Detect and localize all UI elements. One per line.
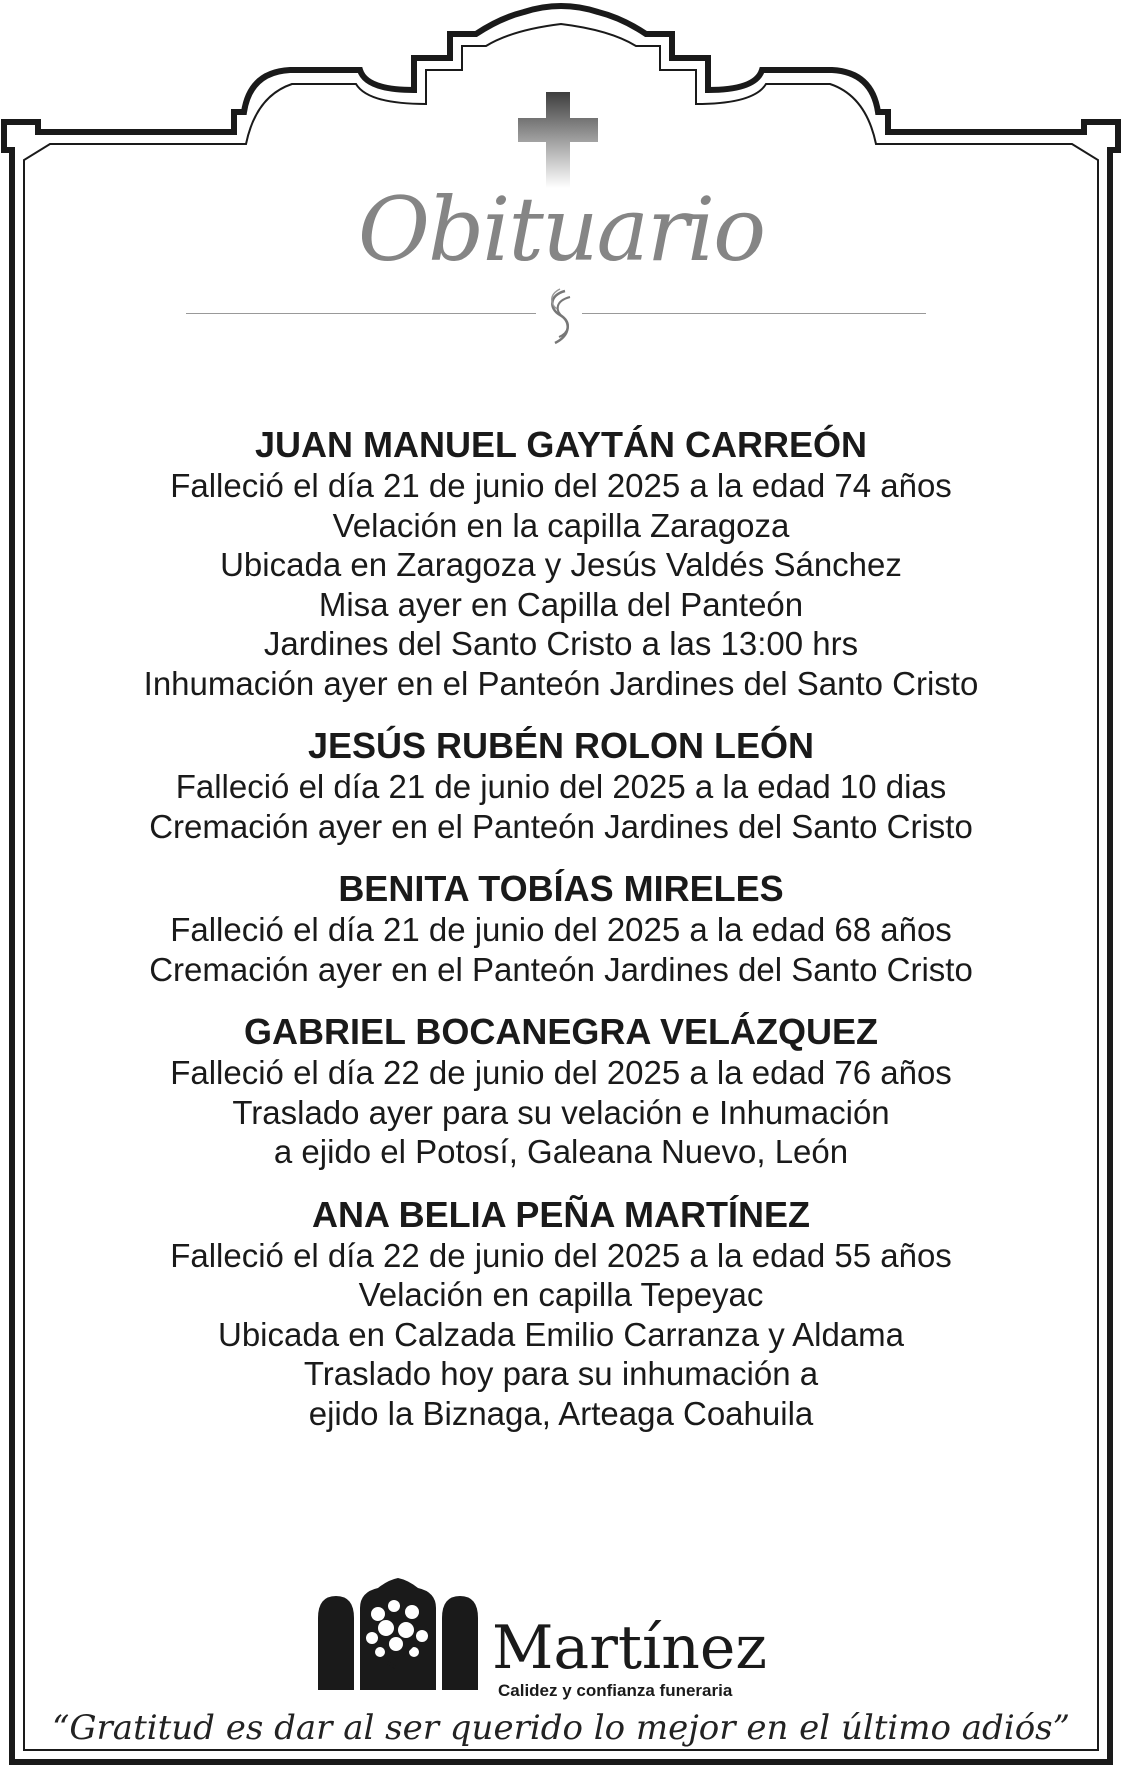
chapel-tree-logo-icon [316,1578,480,1690]
obituary-entry [40,1194,1082,1434]
section-ornament-icon [543,287,577,347]
obituary-detail-line: Velación en la capilla Zaragoza [332,506,790,544]
obituary-detail-line: Cremación ayer en el Panteón Jardines del Santo Cristo [149,950,973,988]
obituary-detail-line: a ejido el Potosí, Galeana Nuevo, León [273,1133,849,1170]
page-title: Obituario [357,178,765,281]
footer-quote: “Gratitud es dar al ser querido lo mejor en el último adiós” [52,1708,1070,1748]
obituary-list [40,424,1082,1455]
deceased-name: BENITA TOBÍAS MIRELES [338,868,784,909]
obituary-detail-line: Traslado ayer para su velación e Inhumación [232,1093,890,1131]
obituary-detail-line: Ubicada en Zaragoza y Jesús Valdés Sánchez [220,546,902,583]
divider-line-right [582,313,926,314]
obituary-detail-line: Falleció el día 22 de junio del 2025 a la edad 76 años [170,1054,952,1091]
obituary-detail-line: Falleció el día 21 de junio del 2025 a la edad 74 años [170,467,952,504]
obituary-detail-line: Inhumación ayer en el Panteón Jardines del Santo Cristo [143,664,979,702]
obituary-detail-line: Cremación ayer en el Panteón Jardines del Santo Cristo [149,807,973,845]
obituary-detail-line: Falleció el día 21 de junio del 2025 a la edad 10 dias [175,768,947,805]
obituary-detail-line: Traslado hoy para su inhumación a [303,1355,819,1392]
deceased-name: JUAN MANUEL GAYTÁN CARREÓN [254,424,868,465]
obituary-detail-line: Velación en capilla Tepeyac [358,1276,764,1313]
deceased-name: GABRIEL BOCANEGRA VELÁZQUEZ [243,1011,879,1052]
deceased-name: ANA BELIA PEÑA MARTÍNEZ [312,1193,810,1235]
cross-icon [518,92,598,188]
obituary-detail-line: Falleció el día 22 de junio del 2025 a la edad 55 años [170,1236,952,1274]
brand-name: Martínez [492,1613,767,1683]
obituary-entry [40,424,1082,703]
obituary-detail-line: Falleció el día 21 de junio del 2025 a la edad 68 años [170,911,952,948]
obituary-detail-line: Jardines del Santo Cristo a las 13:00 hrs [263,625,859,662]
obituary-entry [40,725,1082,846]
obituary-entry [40,868,1082,989]
obituary-detail-line: Ubicada en Calzada Emilio Carranza y Aldama [217,1315,904,1353]
obituary-entry [40,1011,1082,1172]
obituary-detail-line: ejido la Biznaga, Arteaga Coahuila [308,1394,814,1432]
deceased-name: JESÚS RUBÉN ROLON LEÓN [307,725,815,766]
obituary-detail-line: Misa ayer en Capilla del Panteón [318,585,804,623]
brand-tagline: Calidez y confianza funeraria [498,1681,733,1700]
divider-line-left [186,313,536,314]
